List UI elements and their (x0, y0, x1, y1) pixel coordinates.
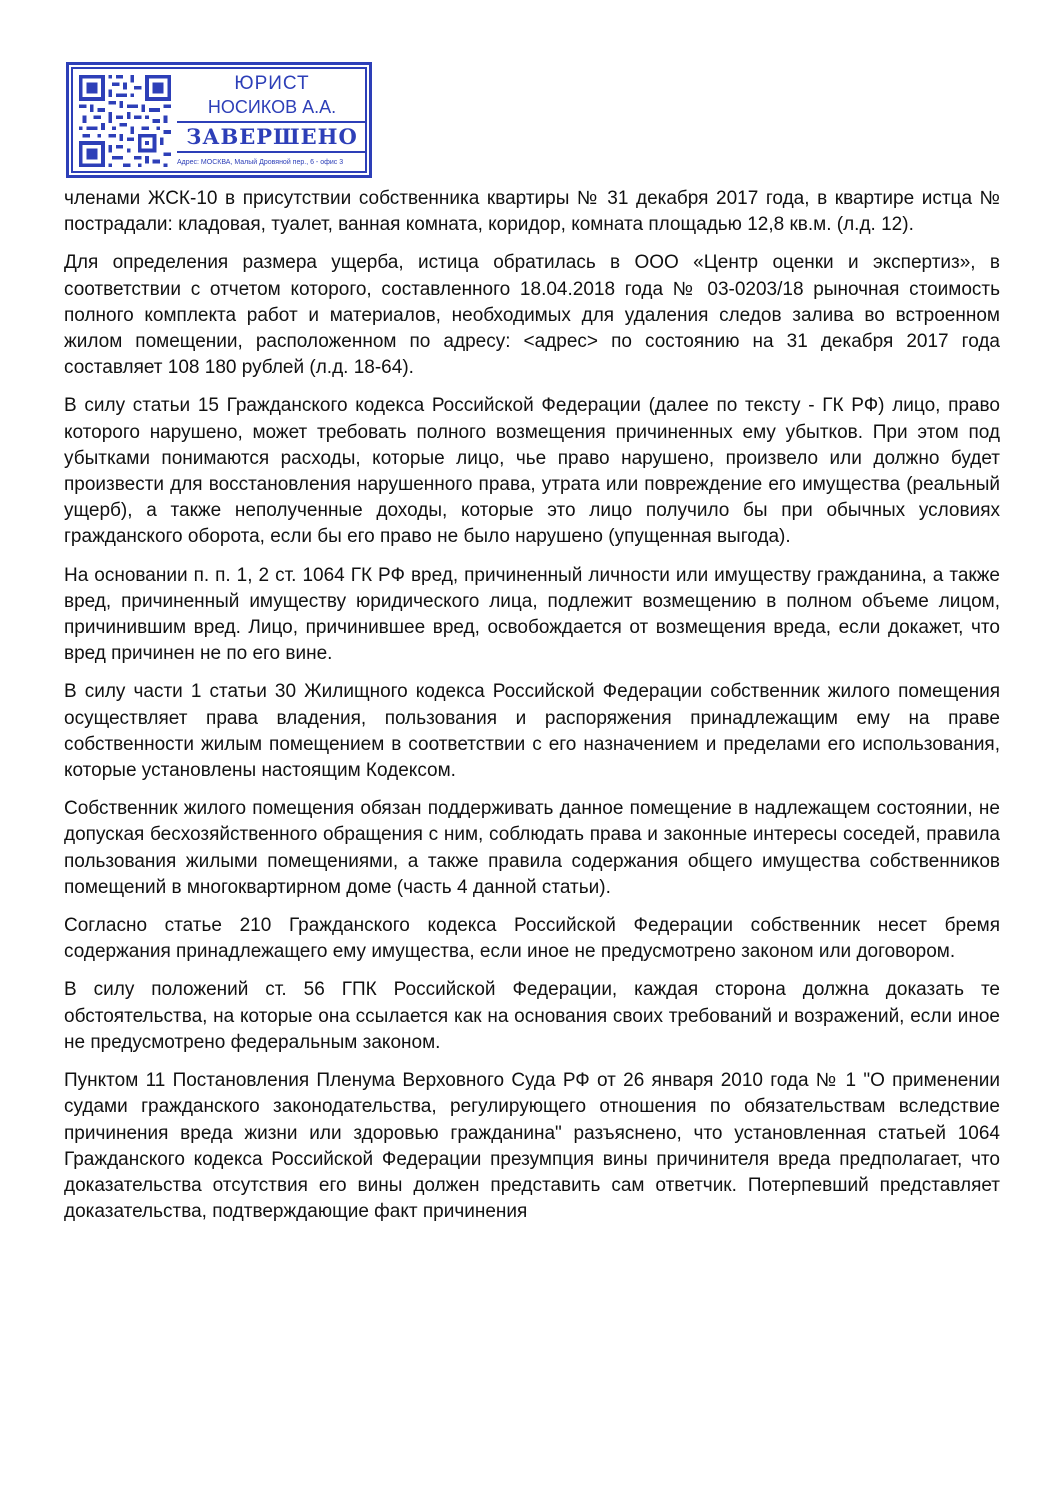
paragraph: На основании п. п. 1, 2 ст. 1064 ГК РФ вред, причиненный личности или имуществу гражданина, а также вред, причиненный имуществу юридического лица, подлежит возмещению в полном объеме лицом, причинившим вред. Лицо, причинившее вред, освобождается от возмещения вреда, если докажет, что вред причинен не по его вине. (64, 564, 1000, 665)
stamp-address: Адрес: МОСКВА, Малый Дровяной пер., 6 - офис 3 (177, 159, 344, 166)
paragraph: членами ЖСК-10 в присутствии собственника квартиры № 31 декабря 2017 года, в квартире истца № пострадали: кладовая, туалет, ванная комната, коридор, комната площадью 12,8 кв.м. (л.д. 12). (64, 188, 1000, 236)
paragraph: Для определения размера ущерба, истица обратилась в ООО «Центр оценки и экспертиз», в соответствии с отчетом которого, составленного 18.04.2018 года № 03-0203/18 рыночная стоимость полного комплекта работ и материалов, необходимых для удаления следов залива во встроенном жилом помещении, расположенном по адресу: <адрес> по состоянию на 31 декабря 2017 года составляет 108 180 рублей (л.д. 18-64). (64, 252, 1000, 379)
paragraph: Пунктом 11 Постановления Пленума Верховного Суда РФ от 26 января 2010 года № 1 "О применении судами гражданского законодательства, регулирующего отношения по обязательствам вследствие причинения вреда жизни или здоровью гражданина" разъяснено, что установленная статьей 1064 Гражданского кодекса Российской Федерации презумпция вины причинителя вреда предполагает, что доказательства отсутствия его вины должен представить сам ответчик. Потерпевший представляет доказательства, подтверждающие факт причинения (64, 1070, 1000, 1223)
paragraph: В силу положений ст. 56 ГПК Российской Федерации, каждая сторона должна доказать те обстоятельства, на которые она ссылается как на основания своих требований и возражений, если иное не предусмотрено федеральным законом. (64, 979, 1000, 1053)
paragraph: В силу статьи 15 Гражданского кодекса Российской Федерации (далее по тексту - ГК РФ) лицо, право которого нарушено, может требовать полного возмещения причиненных ему убытков. При этом под убытками понимаются расходы, которые лицо, чье право нарушено, произвело или должно будет произвести для восстановления нарушенного права, утрата или повреждение его имущества (реальный ущерб), а также неполученные доходы, которые это лицо получило бы при обычных условиях гражданского оборота, если бы его право не было нарушено (упущенная выгода). (64, 395, 1000, 548)
paragraph: Собственник жилого помещения обязан поддерживать данное помещение в надлежащем состоянии, не допуская бесхозяйственного обращения с ним, соблюдать права и законные интересы соседей, правила пользования жилыми помещениями, а также правила содержания общего имущества собственников помещений в многоквартирном доме (часть 4 данной статьи). (64, 798, 1000, 898)
lawyer-stamp (66, 62, 372, 178)
qr-code-icon (79, 75, 171, 167)
paragraph: Согласно статье 210 Гражданского кодекса Российской Федерации собственник несет бремя содержания принадлежащего ему имущества, если иное не предусмотрено законом или договором. (64, 915, 1000, 963)
stamp-title: ЮРИСТ (234, 73, 310, 94)
document-body (64, 186, 1000, 1237)
stamp-lawyer-name: НОСИКОВ А.А. (207, 97, 337, 117)
stamp-status: ЗАВЕРШЕНО (177, 121, 367, 153)
paragraph: В силу части 1 статьи 30 Жилищного кодекса Российской Федерации собственник жилого помещения осуществляет права владения, пользования и распоряжения принадлежащим ему на праве собственности жилым помещением в соответствии с его назначением и пределами его использования, которые установлены настоящим Кодексом. (64, 681, 1000, 782)
